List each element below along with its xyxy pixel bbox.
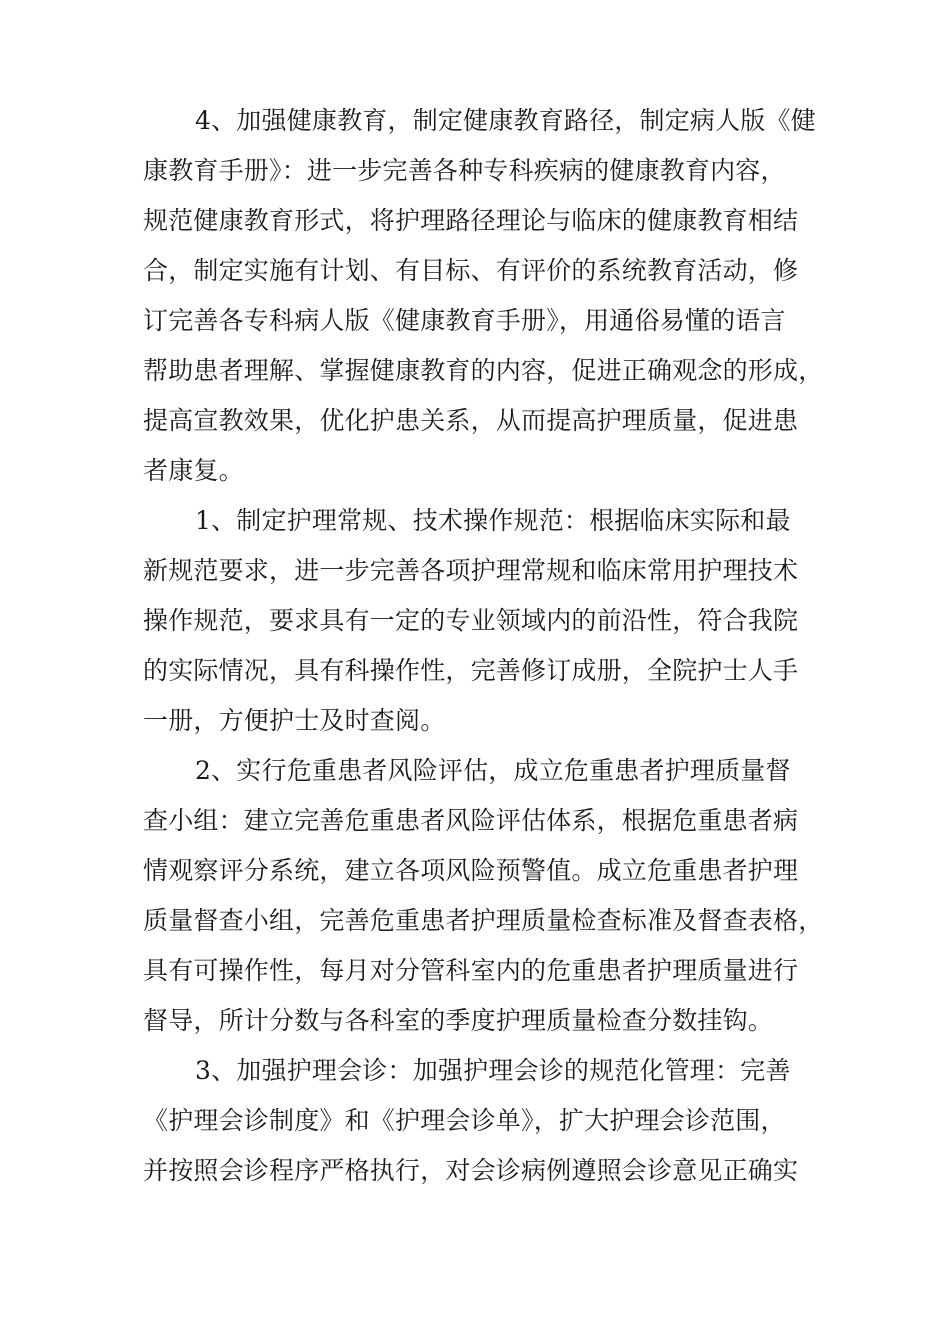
paragraph-line: 3、加强护理会诊：加强护理会诊的规范化管理：完善 bbox=[195, 1056, 791, 1085]
paragraph-risk-assessment bbox=[143, 746, 824, 1046]
paragraph-line: 质量督查小组，完善危重患者护理质量检查标准及督查表格， bbox=[143, 906, 824, 935]
paragraph-line: 规范健康教育形式，将护理路径理论与临床的健康教育相结 bbox=[143, 206, 799, 235]
paragraph-line: 《护理会诊制度》和《护理会诊单》，扩大护理会诊范围， bbox=[143, 1106, 786, 1135]
paragraph-nursing-standards bbox=[143, 496, 813, 746]
paragraph-nursing-consultation bbox=[143, 1046, 813, 1196]
paragraph-health-education bbox=[143, 96, 824, 496]
paragraph-line: 并按照会诊程序严格执行，对会诊病例遵照会诊意见正确实 bbox=[143, 1156, 799, 1185]
paragraph-line: 的实际情况，具有科操作性，完善修订成册，全院护士人手 bbox=[143, 656, 799, 685]
paragraph-line: 订完善各专科病人版《健康教育手册》，用通俗易懂的语言 bbox=[143, 306, 786, 335]
paragraph-line: 4、加强健康教育，制定健康教育路径，制定病人版《健 bbox=[195, 106, 816, 135]
paragraph-line: 1、制定护理常规、技术操作规范：根据临床实际和最 bbox=[195, 506, 791, 535]
document-body bbox=[143, 96, 824, 1196]
paragraph-line: 提高宣教效果，优化护患关系，从而提高护理质量，促进患 bbox=[143, 406, 799, 435]
paragraph-line: 康教育手册》：进一步完善各种专科疾病的健康教育内容， bbox=[143, 156, 786, 185]
paragraph-line: 督导，所计分数与各科室的季度护理质量检查分数挂钩。 bbox=[143, 1006, 774, 1035]
paragraph-line: 新规范要求，进一步完善各项护理常规和临床常用护理技术 bbox=[143, 556, 799, 585]
paragraph-line: 情观察评分系统，建立各项风险预警值。成立危重患者护理 bbox=[143, 856, 799, 885]
paragraph-line: 操作规范，要求具有一定的专业领域内的前沿性，符合我院 bbox=[143, 606, 799, 635]
paragraph-line: 查小组：建立完善危重患者风险评估体系，根据危重患者病 bbox=[143, 806, 799, 835]
paragraph-line: 合，制定实施有计划、有目标、有评价的系统教育活动，修 bbox=[143, 256, 799, 285]
paragraph-line: 2、实行危重患者风险评估，成立危重患者护理质量督 bbox=[195, 756, 791, 785]
paragraph-line: 者康复。 bbox=[143, 456, 244, 485]
paragraph-line: 帮助患者理解、掌握健康教育的内容，促进正确观念的形成， bbox=[143, 356, 824, 385]
paragraph-line: 一册，方便护士及时查阅。 bbox=[143, 706, 446, 735]
paragraph-line: 具有可操作性，每月对分管科室内的危重患者护理质量进行 bbox=[143, 956, 799, 985]
